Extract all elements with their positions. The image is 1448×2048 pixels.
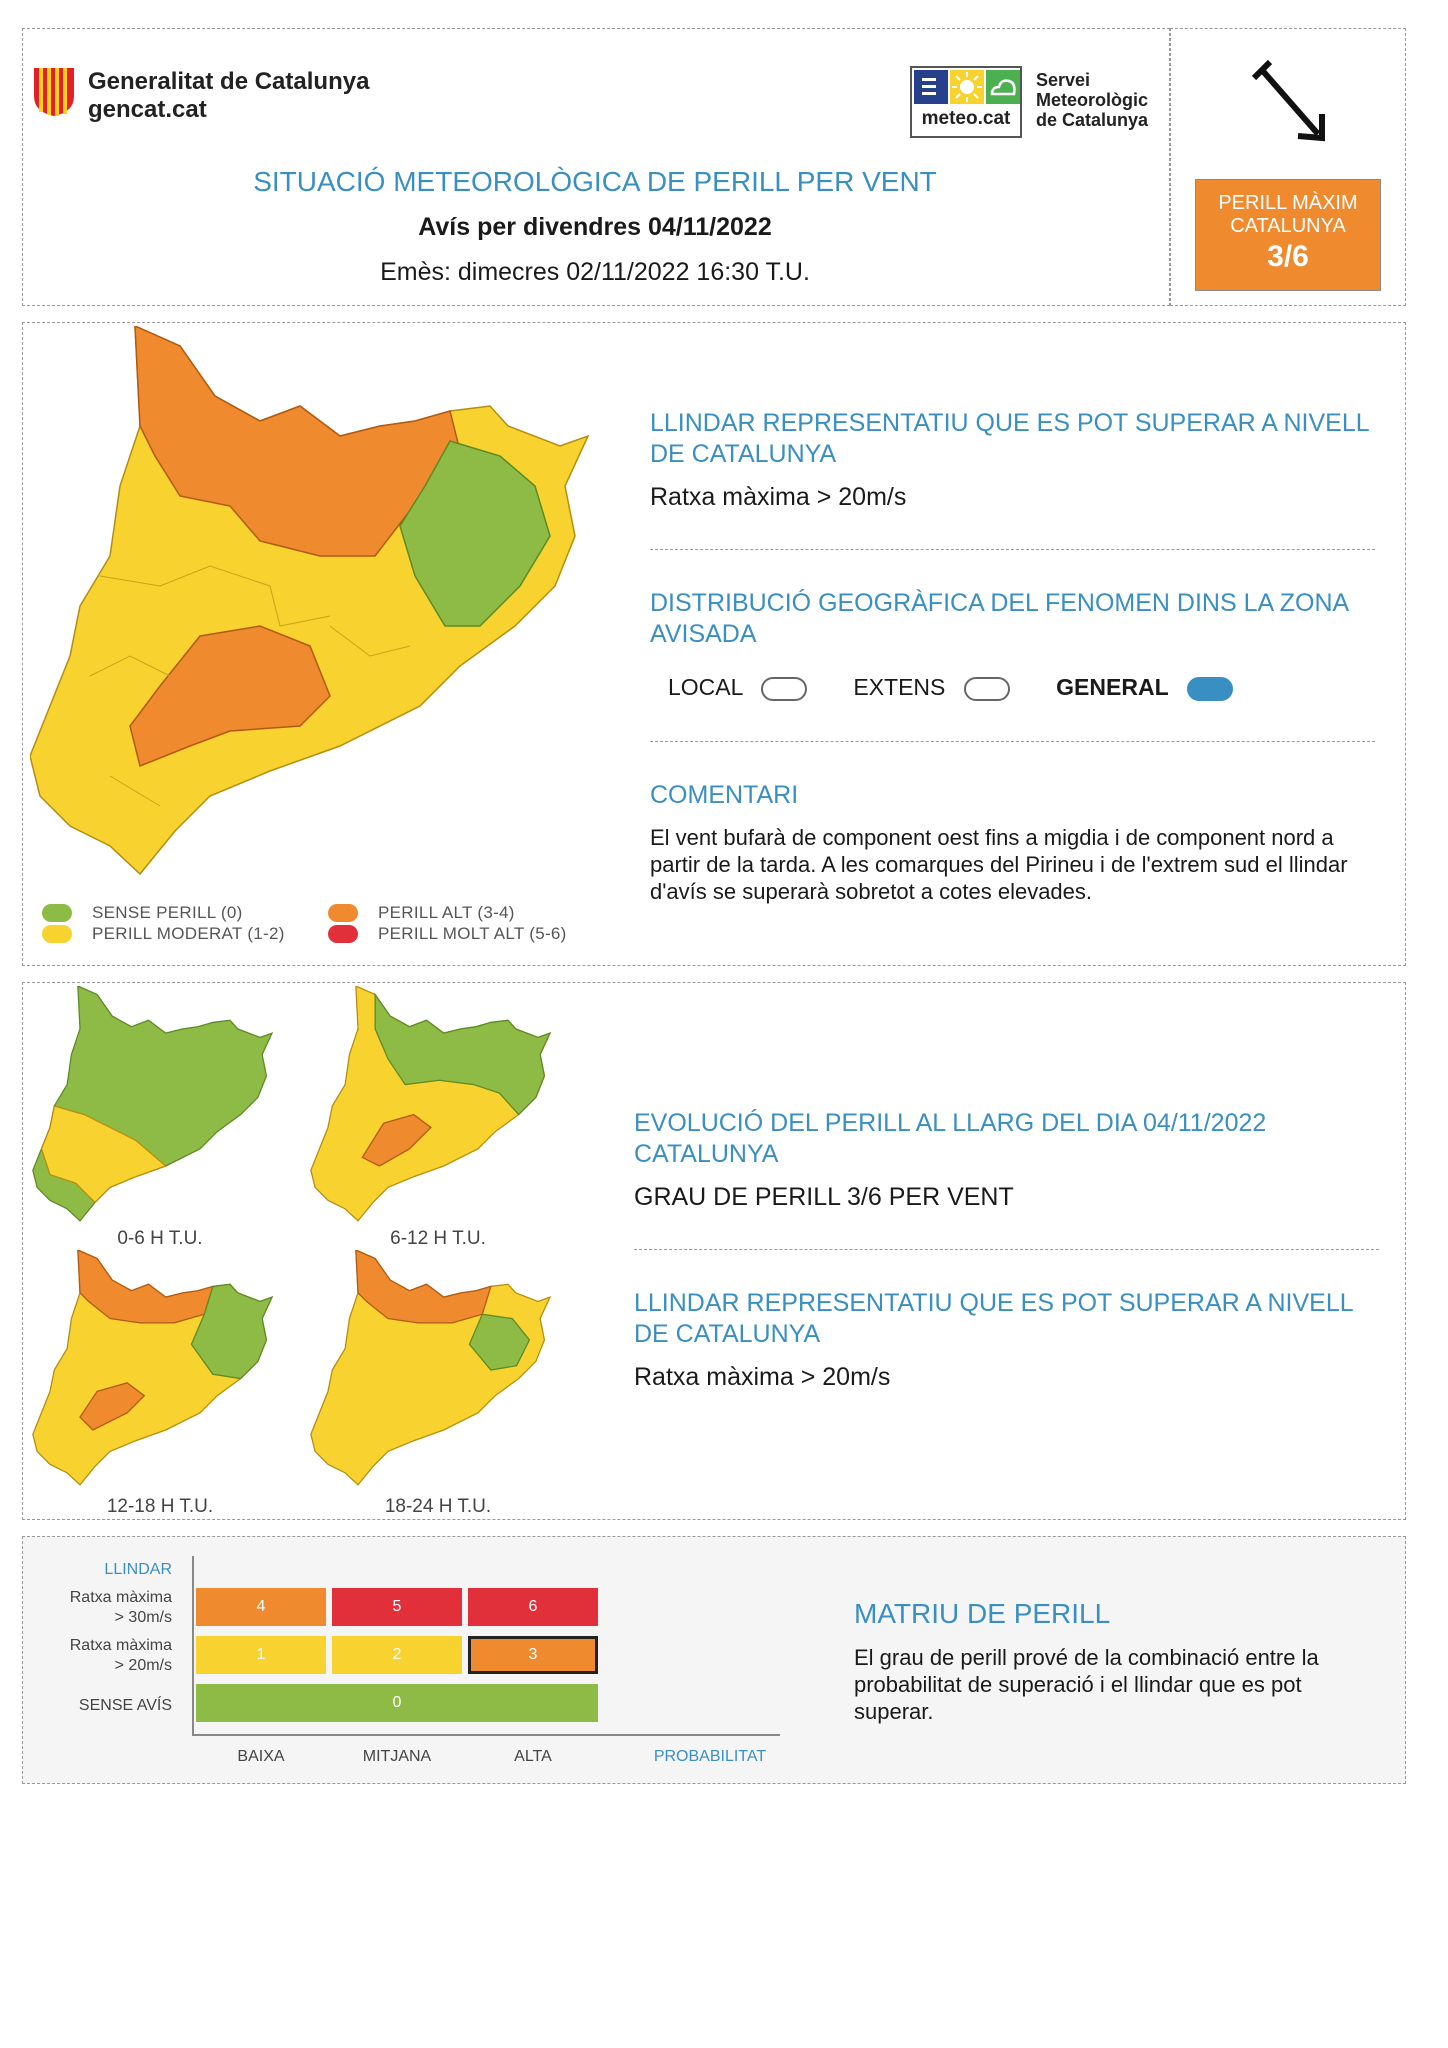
distribution-option-local-label: LOCAL [668, 674, 743, 700]
distribution-option-general [1056, 674, 1233, 700]
distribution-option-extens-label: EXTENS [853, 674, 946, 700]
caption-period-6-12: 6-12 H T.U. [390, 1228, 486, 1249]
matrix-row-high-line-1: Ratxa màxima [69, 1589, 172, 1606]
distribution-option-extens [853, 674, 1016, 700]
matrix-col-alta: ALTA [514, 1748, 552, 1765]
evolution-divider [634, 1249, 1379, 1250]
matrix-row-high-line-2: > 30m/s [114, 1609, 172, 1626]
extens-toggle[interactable] [964, 677, 1010, 701]
legend-label-perill-molt-alt: PERILL MOLT ALT (5-6) [378, 924, 567, 943]
generalitat-shield-icon [32, 66, 76, 118]
max-danger-badge [1195, 179, 1381, 291]
legend-swatch-perill-alt [328, 904, 358, 922]
evolution-title: EVOLUCIÓ DEL PERILL AL LLARG DEL DIA 04/11/2022 CATALUNYA [634, 1109, 1267, 1168]
matrix-x-axis [192, 1734, 780, 1736]
meteocat-logo [910, 66, 1022, 138]
forecast-date: Avís per divendres 04/11/2022 [418, 213, 772, 241]
caption-period-18-24: 18-24 H T.U. [384, 1496, 492, 1517]
service-line-2: Meteorològic [1036, 90, 1149, 110]
matrix-cell-4: 4 [196, 1588, 326, 1626]
meteocat-cloud-icon [986, 70, 1020, 104]
comment-title: COMENTARI [650, 781, 799, 809]
max-danger-label-1: PERILL MÀXIM [1218, 192, 1358, 214]
arrow-southeast-icon [1240, 48, 1340, 153]
service-name [1036, 70, 1148, 130]
summary-divider-2 [650, 741, 1375, 742]
map-period-18-24 [308, 1250, 558, 1495]
comment-text: El vent bufarà de component oest fins a migdia i de component nord a partir de la tarda. A les comarques del Pirineu i de l'extrem sud el llindar d'avís se superarà sobretot a cotes elevades. [650, 825, 1348, 904]
matrix-row-none-label: SENSE AVÍS [78, 1697, 172, 1714]
local-toggle[interactable] [761, 677, 807, 701]
caption-period-12-18: 12-18 H T.U. [106, 1496, 214, 1517]
distribution-title: DISTRIBUCIÓ GEOGRÀFICA DEL FENOMEN DINS LA ZONA AVISADA [650, 589, 1348, 648]
distribution-option-local [668, 674, 813, 700]
matrix-cell-6: 6 [468, 1588, 598, 1626]
page-title: SITUACIÓ METEOROLÒGICA DE PERILL PER VENT [253, 166, 937, 197]
evolution-threshold-title: LLINDAR REPRESENTATIU QUE ES POT SUPERAR A NIVELL DE CATALUNYA [634, 1289, 1353, 1348]
org-site[interactable]: gencat.cat [88, 96, 207, 123]
legend-swatch-perill-molt-alt [328, 925, 358, 943]
issued-time: Emès: dimecres 02/11/2022 16:30 T.U. [380, 258, 810, 286]
max-danger-label-2: CATALUNYA [1230, 215, 1346, 237]
legend-label-perill-moderat: PERILL MODERAT (1-2) [92, 924, 285, 943]
matrix-cell-5: 5 [332, 1588, 462, 1626]
distribution-option-general-label: GENERAL [1056, 674, 1169, 700]
matrix-cell-2: 2 [332, 1636, 462, 1674]
matrix-row-low-label [40, 1636, 172, 1676]
org-name: Generalitat de Catalunya [88, 68, 370, 95]
meteocat-logo-text: meteo.cat [921, 108, 1011, 129]
map-period-6-12 [308, 986, 558, 1231]
matrix-row-high-label [40, 1588, 172, 1628]
matrix-title: MATRIU DE PERILL [854, 1598, 1111, 1629]
map-period-12-18 [30, 1250, 280, 1495]
matrix-y-axis [192, 1556, 194, 1736]
meteocat-stripes-icon [914, 70, 948, 104]
matrix-x-axis-title: PROBABILITAT [653, 1748, 767, 1765]
catalonia-danger-map [30, 326, 600, 891]
matrix-axis-title: LLINDAR [104, 1561, 172, 1578]
matrix-cell-1: 1 [196, 1636, 326, 1674]
general-toggle[interactable] [1187, 677, 1233, 701]
evolution-threshold-value: Ratxa màxima > 20m/s [634, 1363, 891, 1391]
service-line-3: de Catalunya [1036, 110, 1149, 130]
matrix-cell-0: 0 [196, 1684, 598, 1722]
matrix-text: El grau de perill prové de la combinació entre la probabilitat de superació i el llindar que es pot superar. [854, 1645, 1319, 1724]
matrix-row-low-line-2: > 20m/s [114, 1657, 172, 1674]
legend-label-perill-alt: PERILL ALT (3-4) [378, 903, 515, 922]
legend-swatch-perill-moderat [42, 925, 72, 943]
legend-label-sense-perill: SENSE PERILL (0) [92, 903, 243, 922]
max-danger-value: 3/6 [1267, 240, 1309, 273]
matrix-col-mitjana: MITJANA [362, 1748, 432, 1765]
meteocat-sun-icon [950, 70, 984, 104]
matrix-col-baixa: BAIXA [237, 1748, 285, 1765]
distribution-options [668, 674, 1233, 701]
threshold-title: LLINDAR REPRESENTATIU QUE ES POT SUPERAR A NIVELL DE CATALUNYA [650, 409, 1369, 468]
legend-swatch-sense-perill [42, 904, 72, 922]
matrix-cell-3-highlighted: 3 [468, 1636, 598, 1674]
map-period-0-6 [30, 986, 280, 1231]
caption-period-0-6: 0-6 H T.U. [117, 1228, 203, 1249]
service-line-1: Servei [1036, 70, 1091, 90]
evolution-grade: GRAU DE PERILL 3/6 PER VENT [634, 1183, 1014, 1211]
matrix-row-low-line-1: Ratxa màxima [69, 1637, 172, 1654]
generalitat-logo [32, 66, 76, 123]
threshold-value: Ratxa màxima > 20m/s [650, 483, 907, 511]
summary-divider-1 [650, 549, 1375, 550]
